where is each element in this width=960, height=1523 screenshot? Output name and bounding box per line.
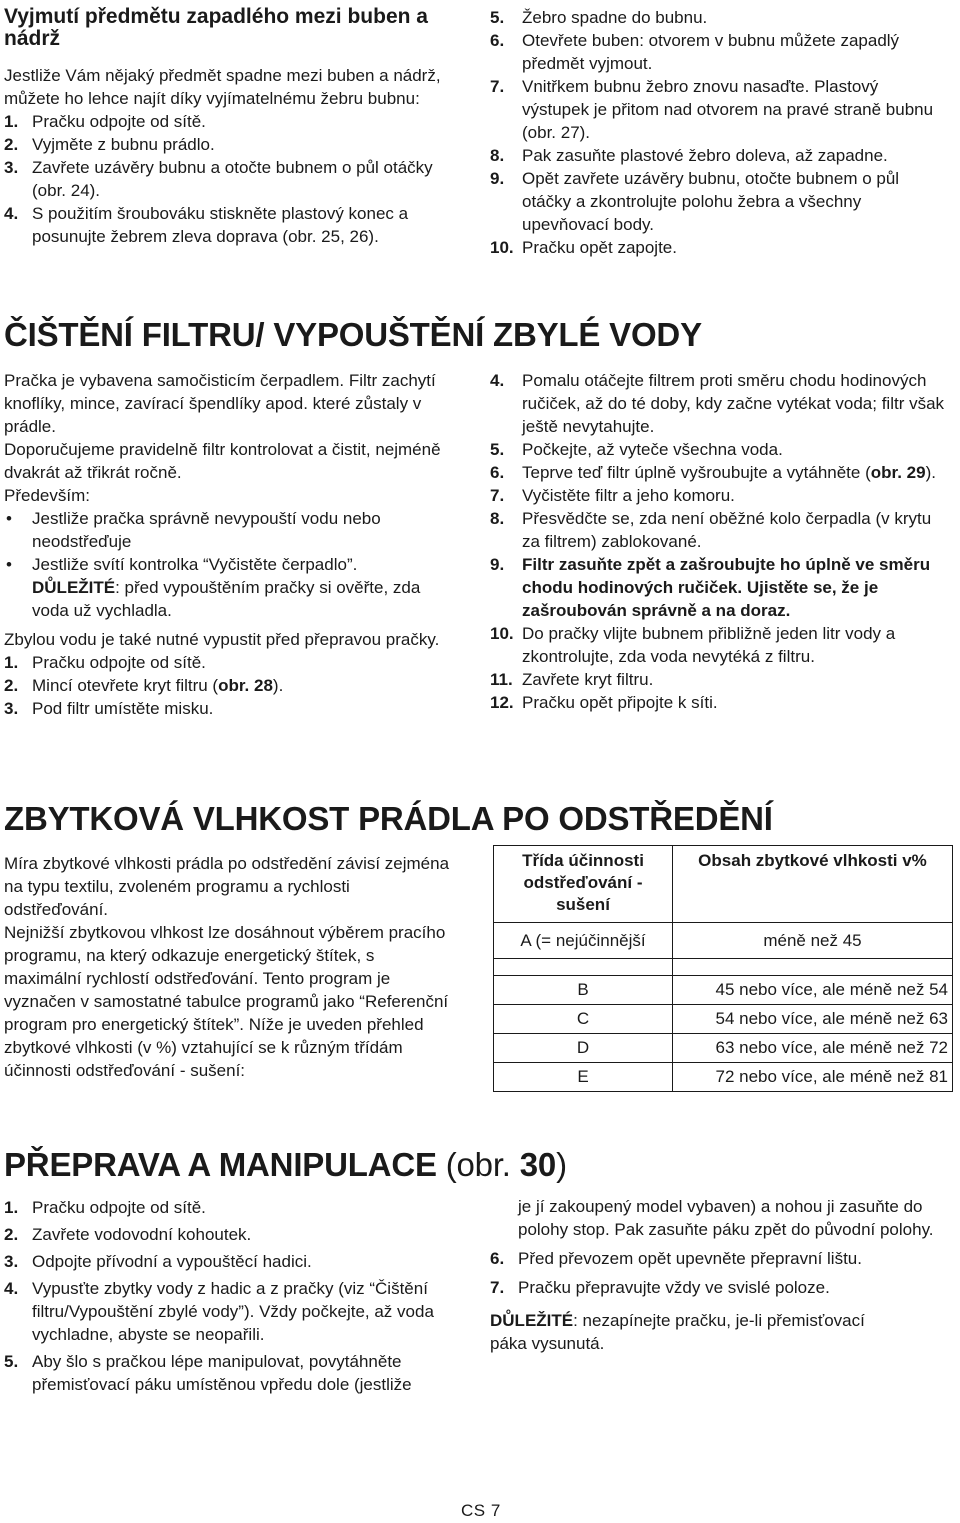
list-item: 6. Teprve teď filtr úplně vyšroubujte a vytáhněte (obr. 29).	[490, 463, 936, 482]
steps-list	[4, 110, 460, 248]
filter-cleaning-right	[490, 369, 952, 714]
table-header-moisture: Obsah zbytkové vlhkosti v%	[673, 846, 953, 923]
table-cell-class: E	[494, 1063, 673, 1092]
paragraph: Doporučujeme pravidelně filtr kontrolovat a čistit, nejméně dvakrát až třikrát ročně.	[4, 440, 441, 482]
steps-list	[490, 1247, 952, 1299]
paragraph: Zbylou vodu je také nutné vypustit před přepravou pračky.	[4, 630, 440, 649]
list-item: 2. Zavřete vodovodní kohoutek.	[4, 1225, 252, 1244]
paragraph: Především:	[4, 486, 90, 505]
list-item: 11. Zavřete kryt filtru.	[490, 670, 654, 689]
list-item: 4. S použitím šroubováku stiskněte plastový konec a posunujte žebrem zleva doprava (obr. 25, 26).	[4, 204, 409, 246]
section-title-residual-moisture: ZBYTKOVÁ VLHKOST PRÁDLA PO ODSTŘEDĚNÍ	[4, 800, 773, 837]
list-item: 3. Odpojte přívodní a vypouštěcí hadici.	[4, 1252, 312, 1271]
list-item: 2. Mincí otevřete kryt filtru (obr. 28).	[4, 676, 284, 695]
steps-list	[490, 369, 952, 714]
list-item: 4. Pomalu otáčejte filtrem proti směru chodu hodinových ručiček, až do té doby, kdy začne vytékat voda; filtr však ještě nevytahujte.	[490, 371, 945, 436]
list-item: • Jestliže svítí kontrolka “Vyčistěte čerpadlo”.	[4, 553, 460, 576]
page-number: CS 7	[461, 1501, 501, 1520]
bullet-list	[4, 507, 460, 576]
table-row	[494, 1063, 953, 1092]
table-cell-class: A (= nejúčinnější	[494, 923, 673, 959]
paragraph: Nejnižší zbytkovou vlhkost lze dosáhnout výběrem pracího programu, na který odkazuje energetický štítek, s maximální rychlostí odstřeďování. Tento program je vyznačen v samostatné tabulce programů jako “Referenční program pro energetický štítek”. Níže je uveden přehled zbytkové vlhkosti (v %) vztahující se k různým třídám účinnosti odstřeďování - sušení:	[4, 923, 449, 1080]
list-item: 2. Vyjměte z bubnu prádlo.	[4, 135, 215, 154]
important-note: DŮLEŽITÉ: nezapínejte pračku, je-li přemisťovací páka vysunutá.	[490, 1311, 865, 1353]
paragraph: Pračka je vybavena samočisticím čerpadlem. Filtr zachytí knoflíky, mince, zavírací špendlíky apod. které zůstaly v prádle.	[4, 371, 436, 436]
list-item: 3. Pod filtr umístěte misku.	[4, 699, 214, 718]
list-item: 10. Pračku opět zapojte.	[490, 238, 677, 257]
list-item: 5. Žebro spadne do bubnu.	[490, 8, 708, 27]
list-item: 1. Pračku odpojte od sítě.	[4, 112, 206, 131]
list-item: 8. Pak zasuňte plastové žebro doleva, až zapadne.	[490, 146, 888, 165]
section-item-removal-continued	[490, 6, 950, 259]
list-item: 9. Opět zavřete uzávěry bubnu, otočte bubnem o půl otáčky a zkontrolujte polohu žebra a všechny upevňovací body.	[490, 169, 900, 234]
important-note: DŮLEŽITÉ: před vypouštěním pračky si ověřte, zda voda už vychladla.	[32, 578, 421, 620]
steps-list	[490, 6, 950, 259]
table-cell-moisture: méně než 45	[673, 923, 953, 959]
list-item: 7. Vnitřkem bubnu žebro znovu nasaďte. Plastový výstupek je přitom nad otvorem na pravé straně bubnu (obr. 27).	[490, 77, 934, 142]
section-title-filter: ČIŠTĚNÍ FILTRU/ VYPOUŠTĚNÍ ZBYLÉ VODY	[4, 316, 702, 353]
table-cell-moisture: 54 nebo více, ale méně než 63	[673, 1005, 953, 1034]
table-cell-moisture: 45 nebo více, ale méně než 54	[673, 976, 953, 1005]
filter-cleaning-left	[4, 369, 460, 720]
table-row	[494, 923, 953, 959]
list-item: 6. Před převozem opět upevněte přepravní lištu.	[490, 1249, 862, 1268]
list-item: 12. Pračku opět připojte k síti.	[490, 693, 718, 712]
list-item: • Jestliže pračka správně nevypouští vodu nebo neodstřeďuje	[4, 507, 460, 553]
table-row	[494, 1005, 953, 1034]
intro-text: Jestliže Vám nějaký předmět spadne mezi buben a nádrž, můžete ho lehce najít díky vyjímatelnému žebru bubnu:	[4, 66, 441, 108]
list-item: 6. Otevřete buben: otvorem v bubnu můžete zapadlý předmět vyjmout.	[490, 31, 900, 73]
section-title-transport: PŘEPRAVA A MANIPULACE (obr. 30)	[4, 1146, 567, 1183]
list-item: 5. Počkejte, až vyteče všechna voda.	[490, 440, 783, 459]
list-item: 1. Pračku odpojte od sítě.	[4, 1198, 206, 1217]
table-cell-empty	[673, 959, 953, 976]
list-item: 7. Vyčistěte filtr a jeho komoru.	[490, 486, 735, 505]
table-cell-class: D	[494, 1034, 673, 1063]
list-item: 10. Do pračky vlijte bubnem přibližně jeden litr vody a zkontrolujte, zda voda nevytéká z filtru.	[490, 624, 896, 666]
list-item: 1. Pračku odpojte od sítě.	[4, 653, 206, 672]
table-cell-class: C	[494, 1005, 673, 1034]
list-item: 7. Pračku přepravujte vždy ve svislé poloze.	[490, 1278, 830, 1297]
moisture-table	[493, 845, 953, 1092]
table-row	[494, 1034, 953, 1063]
section-title: Vyjmutí předmětu zapadlého mezi buben a nádrž	[4, 5, 428, 50]
paragraph: Míra zbytkové vlhkosti prádla po odstředění závisí zejména na typu textilu, zvoleném programu a rychlosti odstřeďování.	[4, 854, 450, 919]
continuation-text: je jí zakoupený model vybaven) a nohou ji zasuňte do polohy stop. Pak zasuňte páku zpět do původní polohy.	[518, 1197, 934, 1239]
table-cell-moisture: 63 nebo více, ale méně než 72	[673, 1034, 953, 1063]
transport-left	[4, 1195, 466, 1396]
table-cell-moisture: 72 nebo více, ale méně než 81	[673, 1063, 953, 1092]
list-item: 5. Aby šlo s pračkou lépe manipulovat, povytáhněte přemisťovací páku umístěnou vpředu dole (jestliže	[4, 1352, 412, 1394]
steps-list	[4, 651, 460, 720]
list-item: 4. Vypusťte zbytky vody z hadic a z pračky (viz “Čištění filtru/Vypouštění zbylé vody”). Vždy počkejte, až voda vychladne, abyste se neopařili.	[4, 1279, 434, 1344]
list-item: 8. Přesvědčte se, zda není oběžné kolo čerpadla (v krytu za filtrem) zablokované.	[490, 509, 932, 551]
table-header-class: Třída účinnosti odstřeďování - sušení	[494, 846, 673, 923]
list-item: 3. Zavřete uzávěry bubnu a otočte bubnem o půl otáčky (obr. 24).	[4, 158, 433, 200]
table-cell-class: B	[494, 976, 673, 1005]
section-item-removal	[4, 6, 460, 248]
table-spacer-row	[494, 959, 953, 976]
steps-list	[4, 1196, 466, 1396]
table-cell-empty	[494, 959, 673, 976]
transport-right	[490, 1195, 952, 1355]
list-item: 9. Filtr zasuňte zpět a zašroubujte ho úplně ve směru chodu hodinových ručiček. Ujistěte se, že je zašroubován správně a na doraz.	[490, 555, 931, 620]
table-header-row	[494, 846, 953, 923]
residual-moisture-text	[4, 852, 456, 1082]
table-row	[494, 976, 953, 1005]
